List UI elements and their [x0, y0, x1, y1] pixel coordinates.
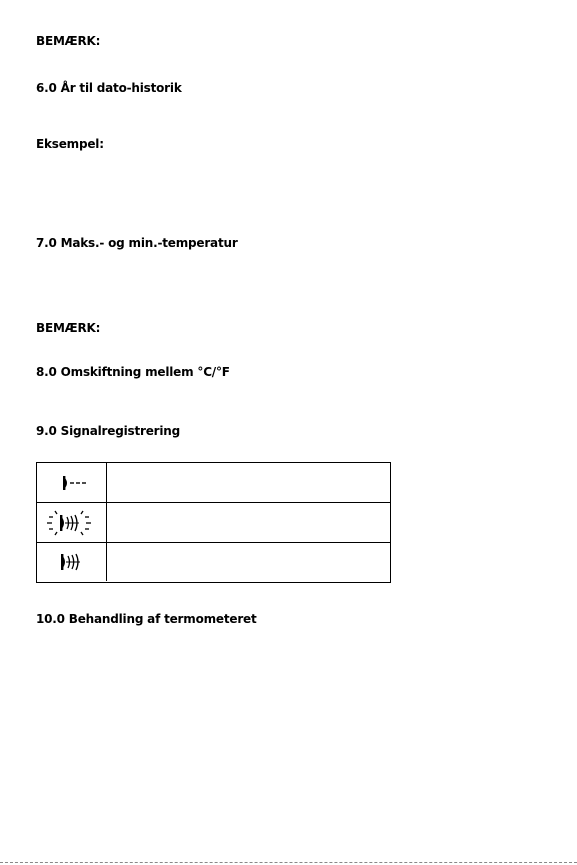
note-label-2: BEMÆRK:: [36, 321, 101, 335]
section-heading-8: 8.0 Omskiftning mellem °C/°F: [36, 365, 230, 379]
page-bottom-divider: [0, 862, 577, 863]
signal-row-received: [37, 543, 390, 581]
signal-description: [107, 463, 390, 502]
signal-received-icon: [37, 543, 107, 581]
section-heading-6: 6.0 År til dato-historik: [36, 81, 182, 95]
signal-row-searching: [37, 503, 390, 543]
signal-icon-cell: [37, 503, 107, 542]
signal-searching-icon: [37, 503, 107, 543]
signal-description: [107, 503, 390, 542]
section-heading-7: 7.0 Maks.- og min.-temperatur: [36, 236, 238, 250]
signal-icon-cell: [37, 463, 107, 502]
section-heading-9: 9.0 Signalregistrering: [36, 424, 180, 438]
example-label: Eksempel:: [36, 137, 104, 151]
section-heading-10: 10.0 Behandling af termometeret: [36, 612, 257, 626]
signal-icon-cell: [37, 543, 107, 581]
signal-row-none: [37, 463, 390, 503]
signal-table: [36, 462, 391, 583]
signal-description: [107, 543, 390, 581]
signal-none-icon: [37, 463, 107, 503]
note-label-1: BEMÆRK:: [36, 34, 101, 48]
